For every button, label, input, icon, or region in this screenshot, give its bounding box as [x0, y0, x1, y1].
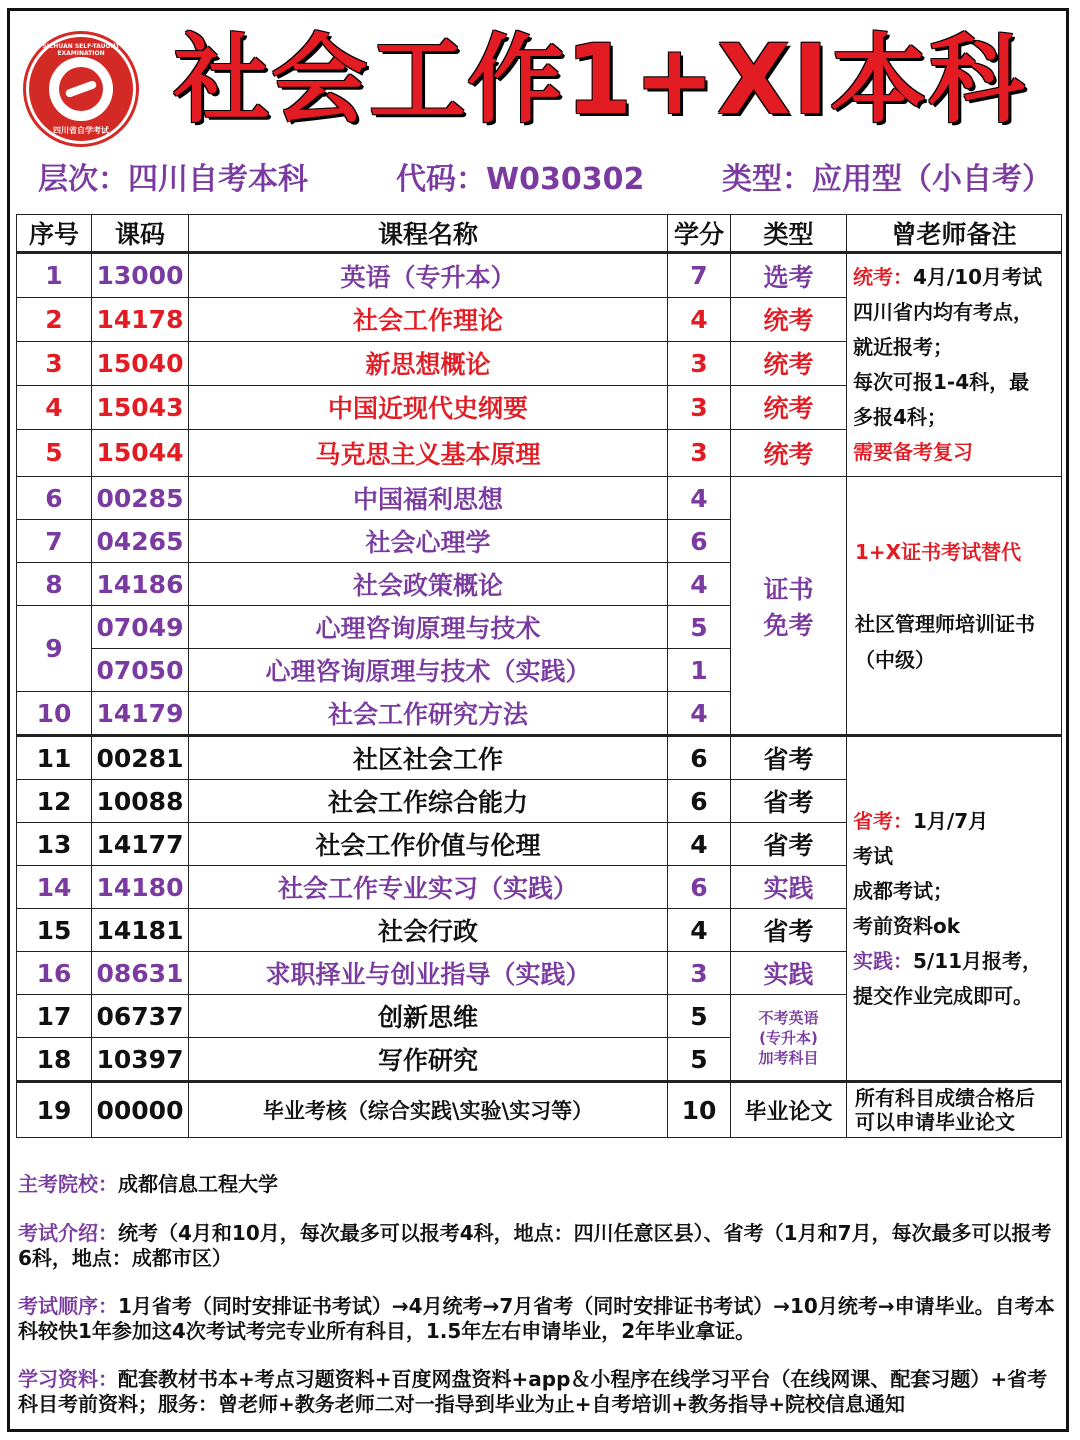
row-credit: 5	[668, 606, 731, 649]
table-row	[17, 1082, 1062, 1138]
row-code: 00000	[92, 1082, 189, 1138]
row-code: 14179	[92, 692, 189, 736]
row-no: 18	[17, 1038, 92, 1082]
row-credit: 6	[668, 780, 731, 823]
grad-line: 可以申请毕业论文	[855, 1110, 1015, 1134]
row-name: 求职择业与创业指导（实践）	[189, 952, 668, 995]
table-row	[17, 736, 1062, 780]
material-text: 配套教材书本+考点习题资料+百度网盘资料+app＆小程序在线学习平台（在线网课、配套习题）+省考科目考前资料；服务：曾老师+教务老师二对一指导到毕业为止+自考培训+教务指导+院校信息通知	[18, 1367, 1048, 1416]
row-code: 06737	[92, 995, 189, 1038]
cert-type-line: 免考	[763, 610, 814, 640]
header-credit: 学分	[668, 215, 731, 253]
row-credit: 1	[668, 649, 731, 692]
unified-line: 四川省内均有考点，	[853, 300, 1033, 324]
row-name: 社会工作专业实习（实践）	[189, 866, 668, 909]
practice-line: 提交作业完成即可。	[853, 983, 1033, 1008]
row-no: 8	[17, 563, 92, 606]
row-name: 英语（专升本）	[189, 253, 668, 298]
row-no: 14	[17, 866, 92, 909]
order-text: 1月省考（同时安排证书考试）→4月统考→7月省考（同时安排证书考试）→10月统考→申请毕业。自考本科较快1年参加这4次考试考完专业所有科目，1.5年左右申请毕业，2年毕业拿证。	[18, 1294, 1055, 1343]
material-label: 学习资料：	[18, 1367, 118, 1391]
row-no: 4	[17, 385, 92, 429]
row-credit: 4	[668, 823, 731, 866]
row-code: 07049	[92, 606, 189, 649]
code-info: 代码：W030302	[396, 162, 645, 197]
school-name: 成都信息工程大学	[118, 1172, 278, 1196]
row-no: 6	[17, 477, 92, 520]
prov-line: 考试	[853, 843, 893, 868]
row-name: 心理咨询原理与技术（实践）	[189, 649, 668, 692]
row-no: 3	[17, 341, 92, 385]
row-no: 10	[17, 692, 92, 736]
row-no: 11	[17, 736, 92, 780]
row-type: 省考	[731, 909, 847, 952]
row-no: 16	[17, 952, 92, 995]
row-no: 17	[17, 995, 92, 1038]
grad-line: 所有科目成绩合格后	[855, 1086, 1035, 1110]
page-title: 社会工作1+XⅠ本科	[173, 24, 1027, 136]
row-name: 社会工作理论	[189, 298, 668, 342]
unified-exam-note	[847, 253, 1062, 477]
school-section	[18, 1172, 1058, 1197]
row-type: 省考	[731, 823, 847, 866]
intro-section	[18, 1221, 1058, 1271]
row-no: 5	[17, 429, 92, 476]
row-code: 15044	[92, 429, 189, 476]
row-name: 写作研究	[189, 1038, 668, 1082]
row-credit: 10	[668, 1082, 731, 1138]
header-name: 课程名称	[189, 215, 668, 253]
row-no: 15	[17, 909, 92, 952]
row-code: 07050	[92, 649, 189, 692]
cert-note-line2: 社区管理师培训证书	[855, 611, 1035, 636]
provincial-exam-note	[847, 736, 1062, 1082]
row-name: 心理咨询原理与技术	[189, 606, 668, 649]
header-no: 序号	[17, 215, 92, 253]
row-name: 中国近现代史纲要	[189, 385, 668, 429]
header-type: 类型	[731, 215, 847, 253]
row-credit: 6	[668, 520, 731, 563]
graduation-note	[847, 1082, 1062, 1138]
row-type: 实践	[731, 866, 847, 909]
row-type: 统考	[731, 341, 847, 385]
material-section	[18, 1367, 1058, 1417]
row-no: 12	[17, 780, 92, 823]
row-credit: 7	[668, 253, 731, 298]
row-credit: 3	[668, 385, 731, 429]
row-name: 社会工作价值与伦理	[189, 823, 668, 866]
logo-text-top: SICHUAN SELF-TAUGHT EXAMINATION	[42, 43, 120, 57]
row-name: 社会工作综合能力	[189, 780, 668, 823]
row-credit: 3	[668, 341, 731, 385]
row-credit: 6	[668, 866, 731, 909]
level-info: 层次：四川自考本科	[38, 162, 308, 197]
elective-line: 不考英语	[758, 1008, 819, 1027]
row-credit: 4	[668, 298, 731, 342]
row-credit: 3	[668, 429, 731, 476]
cert-note	[847, 477, 1062, 736]
row-no: 9	[17, 606, 92, 692]
row-name: 创新思维	[189, 995, 668, 1038]
school-label: 主考院校：	[18, 1172, 118, 1196]
header-code: 课码	[92, 215, 189, 253]
cert-note-line3: （中级）	[855, 647, 935, 672]
prov-line: 1月/7月	[913, 808, 989, 833]
row-code: 15043	[92, 385, 189, 429]
cert-exempt-type	[731, 477, 847, 736]
row-code: 04265	[92, 520, 189, 563]
logo-text-bottom: 四川省自学考试	[53, 126, 109, 135]
elective-line: 加考科目	[758, 1048, 819, 1067]
unified-line: 就近报考；	[853, 335, 953, 359]
row-credit: 4	[668, 692, 731, 736]
row-code: 14177	[92, 823, 189, 866]
row-type: 统考	[731, 298, 847, 342]
unified-line: 4月/10月考试	[913, 265, 1043, 289]
row-no: 7	[17, 520, 92, 563]
row-code: 14178	[92, 298, 189, 342]
cert-type-line: 证书	[763, 574, 814, 604]
prov-line: 考前资料ok	[853, 913, 961, 938]
row-credit: 4	[668, 563, 731, 606]
row-code: 14186	[92, 563, 189, 606]
row-no: 19	[17, 1082, 92, 1138]
row-type: 统考	[731, 385, 847, 429]
prov-label: 省考：	[853, 808, 913, 833]
row-no: 13	[17, 823, 92, 866]
row-no: 1	[17, 253, 92, 298]
row-type: 统考	[731, 429, 847, 476]
row-code: 00285	[92, 477, 189, 520]
row-code: 10397	[92, 1038, 189, 1082]
row-credit: 5	[668, 995, 731, 1038]
intro-label: 考试介绍：	[18, 1221, 118, 1245]
table-header-row	[17, 215, 1062, 253]
practice-label: 实践：	[853, 948, 913, 973]
row-type: 毕业论文	[731, 1082, 847, 1138]
table-row	[17, 477, 1062, 520]
unified-line: 每次可报1-4科，最	[853, 370, 1030, 394]
row-code: 15040	[92, 341, 189, 385]
row-type: 省考	[731, 736, 847, 780]
row-code: 00281	[92, 736, 189, 780]
order-section	[18, 1294, 1058, 1344]
row-name: 新思想概论	[189, 341, 668, 385]
row-name: 社会政策概论	[189, 563, 668, 606]
elective-type	[731, 995, 847, 1082]
row-type: 选考	[731, 253, 847, 298]
row-type: 省考	[731, 780, 847, 823]
row-credit: 5	[668, 1038, 731, 1082]
cert-note-line1: 1+X证书考试替代	[855, 539, 1022, 564]
row-code: 13000	[92, 253, 189, 298]
table-row	[17, 253, 1062, 298]
row-code: 08631	[92, 952, 189, 995]
prov-line: 成都考试；	[853, 878, 953, 903]
elective-line: (专升本)	[759, 1028, 818, 1047]
row-credit: 4	[668, 909, 731, 952]
row-credit: 4	[668, 477, 731, 520]
row-credit: 3	[668, 952, 731, 995]
course-table	[16, 214, 1062, 1138]
row-code: 14180	[92, 866, 189, 909]
row-name: 马克思主义基本原理	[189, 429, 668, 476]
row-code: 10088	[92, 780, 189, 823]
type-info: 类型：应用型（小自考）	[722, 162, 1052, 197]
unified-line: 多报4科；	[853, 405, 947, 429]
row-no: 2	[17, 298, 92, 342]
header-note: 曾老师备注	[847, 215, 1062, 253]
row-name: 社会工作研究方法	[189, 692, 668, 736]
exam-logo-icon	[26, 34, 136, 144]
row-name: 社区社会工作	[189, 736, 668, 780]
row-name: 毕业考核（综合实践\实验\实习等）	[189, 1082, 668, 1138]
row-name: 社会行政	[189, 909, 668, 952]
intro-text: 统考（4月和10月，每次最多可以报考4科，地点：四川任意区县）、省考（1月和7月，每次最多可以报考6科，地点：成都市区）	[18, 1221, 1052, 1270]
row-type: 实践	[731, 952, 847, 995]
unified-warning: 需要备考复习	[853, 440, 973, 464]
row-code: 14181	[92, 909, 189, 952]
row-credit: 6	[668, 736, 731, 780]
row-name: 社会心理学	[189, 520, 668, 563]
unified-label: 统考：	[853, 265, 913, 289]
practice-line: 5/11月报考，	[913, 948, 1043, 973]
order-label: 考试顺序：	[18, 1294, 118, 1318]
row-name: 中国福利思想	[189, 477, 668, 520]
